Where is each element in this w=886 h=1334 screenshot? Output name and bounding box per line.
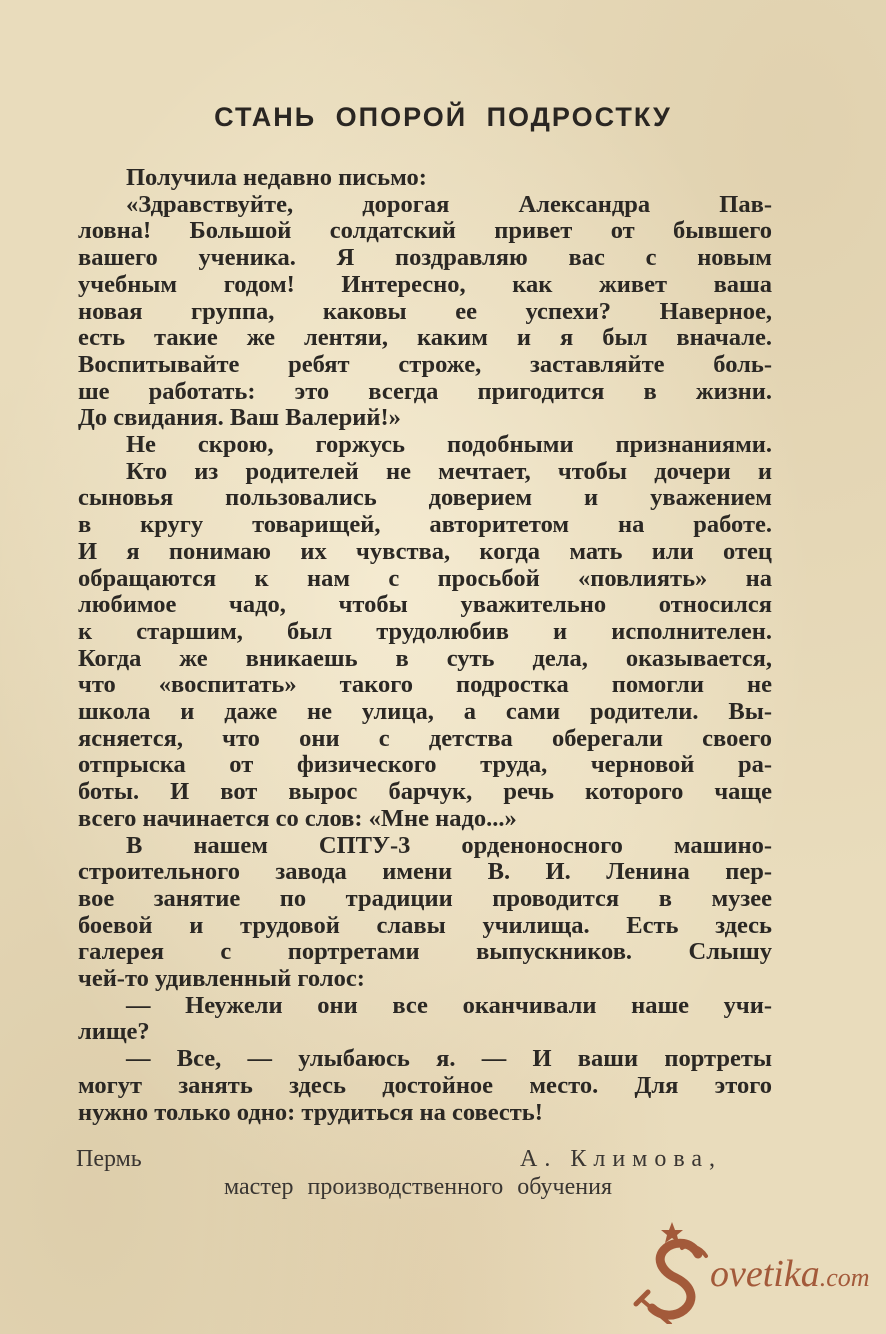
article-line: лище? [78, 1018, 150, 1046]
article-line: к старшим, был трудолюбив и исполнителен. [78, 617, 772, 645]
signature-author: А. Климова, [520, 1146, 723, 1172]
article-line: всего начинается со слов: «Мне надо...» [78, 804, 517, 832]
article-line: ловна! Большой солдатский привет от бывшего [78, 217, 772, 245]
article-line: Получила недавно письмо: [126, 164, 427, 191]
article-line: ше работать: это всегда пригодится в жизни. [78, 377, 772, 405]
signature-role: мастер производственного обучения [224, 1174, 612, 1200]
article-line: нужно только одно: трудиться на совесть! [78, 1098, 543, 1126]
article-line: могут занять здесь достойное место. Для этого [78, 1071, 772, 1099]
article-line: — Неужели они все оканчивали наше учи- [126, 991, 772, 1019]
article-line: ясняется, что они с детства оберегали своего [78, 724, 772, 752]
article-line: До свидания. Ваш Валерий!» [78, 404, 401, 432]
article-line: чей-то удивленный голос: [78, 965, 365, 992]
article-line: В нашем СПТУ-3 орденоносного машино- [126, 831, 772, 859]
article-line: новая группа, каковы ее успехи? Наверное, [78, 297, 772, 325]
article-line: — Все, — улыбаюсь я. — И ваши портреты [126, 1045, 772, 1073]
article-line: обращаются к нам с просьбой «повлиять» на [78, 564, 772, 592]
watermark-domain: .com [819, 1263, 870, 1292]
article-line: что «воспитать» такого подростка помогли не [78, 671, 772, 699]
article-line: вашего ученика. Я поздравляю вас с новым [78, 244, 772, 272]
article-line: учебным годом! Интересно, как живет ваша [78, 270, 772, 298]
watermark-text [710, 1252, 870, 1296]
article-line: Не скрою, горжусь подобными признаниями. [126, 431, 772, 458]
article-line: отпрыска от физического труда, черновой ра- [78, 751, 772, 779]
article-line: любимое чадо, чтобы уважительно относился [78, 591, 772, 619]
article-line: боевой и трудовой славы училища. Есть здесь [78, 911, 772, 939]
article-line: Когда же вникаешь в суть дела, оказывается, [78, 644, 772, 672]
signature-city: Пермь [76, 1146, 142, 1172]
article-title: СТАНЬ ОПОРОЙ ПОДРОСТКУ [214, 102, 672, 132]
article-line: галерея с портретами выпускников. Слышу [78, 938, 772, 966]
article-line: «Здравствуйте, дорогая Александра Пав- [126, 190, 772, 218]
article-line: И я понимаю их чувства, когда мать или отец [78, 537, 772, 565]
article-line: строительного завода имени В. И. Ленина пер- [78, 858, 772, 886]
article-line: сыновья пользовались доверием и уважением [78, 484, 772, 512]
article-line: школа и даже не улица, а сами родители. Вы- [78, 698, 772, 725]
article-line: Воспитывайте ребят строже, заставляйте боль- [78, 350, 772, 378]
article-line: есть такие же лентяи, каким и я был вначале. [78, 324, 772, 352]
article-line: вое занятие по традиции проводится в музее [78, 884, 772, 912]
article-line: Кто из родителей не мечтает, чтобы дочери и [126, 457, 772, 485]
article-line: в кругу товарищей, авторитетом на работе. [78, 511, 772, 539]
sovetika-watermark-logo [626, 1220, 882, 1324]
article-line: боты. И вот вырос барчук, речь которого чаще [78, 778, 772, 806]
watermark-brand: ovetika [710, 1253, 820, 1295]
